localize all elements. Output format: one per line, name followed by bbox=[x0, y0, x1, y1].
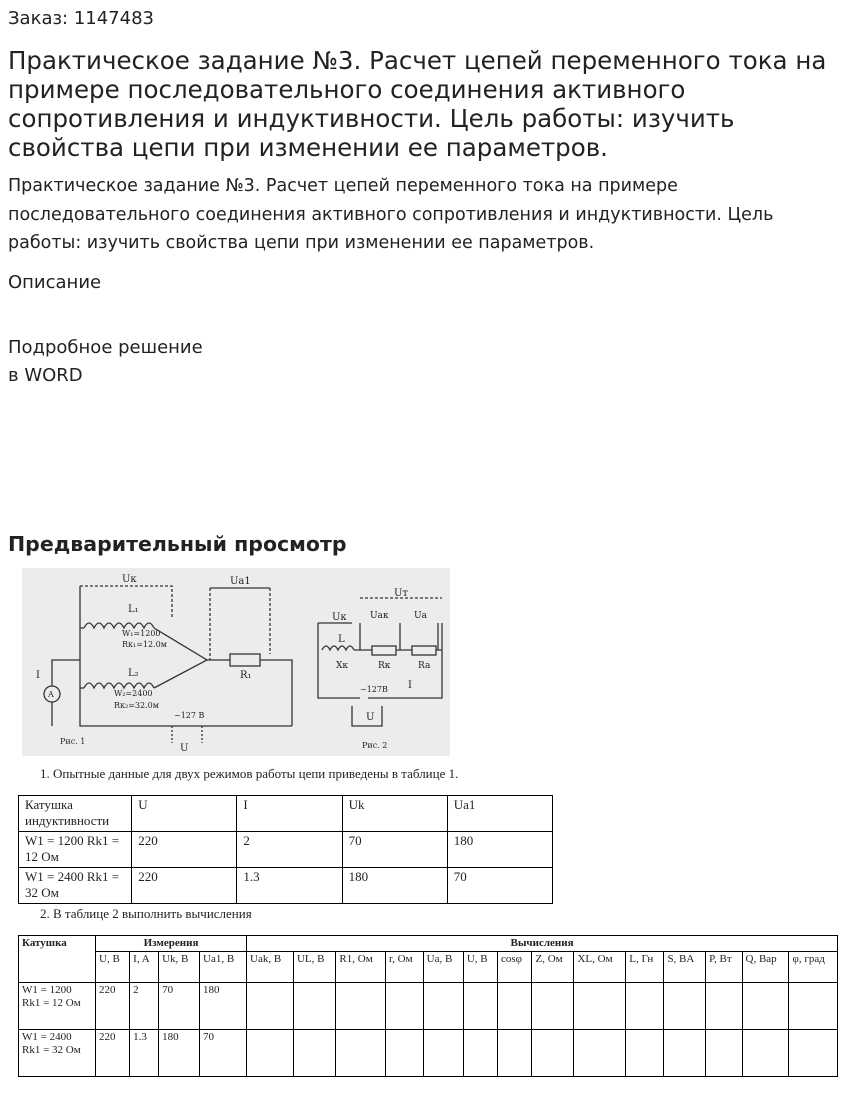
table-cell: 180 bbox=[159, 1030, 200, 1077]
preview-heading: Предварительный просмотр bbox=[8, 532, 347, 556]
table-2-subheader-cell: r, Ом bbox=[385, 952, 423, 983]
table-cell: W1 = 1200 Rk1 = 12 Ом bbox=[19, 832, 132, 868]
empty-cell bbox=[385, 983, 423, 1030]
empty-cell bbox=[247, 983, 294, 1030]
fig2-i-label: I bbox=[408, 680, 412, 691]
table-row bbox=[19, 832, 553, 868]
table-2-calc-header: Вычисления bbox=[247, 936, 838, 952]
table-2-subheader-cell: U, B bbox=[96, 952, 130, 983]
table-2-coil-cell: W1 = 2400 Rk1 = 32 Ом bbox=[19, 1030, 96, 1077]
fig1-r1-label: R₁ bbox=[240, 670, 252, 681]
table-cell: 70 bbox=[200, 1030, 247, 1077]
fig2-ua-label: Ua bbox=[414, 611, 427, 621]
empty-cell bbox=[423, 1030, 463, 1077]
empty-cell bbox=[706, 1030, 742, 1077]
empty-cell bbox=[385, 1030, 423, 1077]
circuit-diagram bbox=[22, 568, 450, 756]
empty-cell bbox=[706, 983, 742, 1030]
fig1-voltage-label: ~127 B bbox=[174, 711, 205, 720]
table-cell: 70 bbox=[159, 983, 200, 1030]
description-text: Практическое задание №3. Расчет цепей переменного тока на примере последовательного соединения активного сопротивления и индуктивности. Цель работы: изучить свойства цепи при изменении ее параметров. bbox=[8, 176, 774, 253]
fig1-l1-label: L₁ bbox=[128, 604, 139, 615]
fig2-xk-label: Xк bbox=[336, 661, 349, 671]
table-2-subheader-cell: XL, Ом bbox=[574, 952, 626, 983]
item-2-text: 2. В таблице 2 выполнить вычисления bbox=[40, 906, 252, 921]
table-2-group-header-row bbox=[19, 936, 838, 952]
table-2-subheader-cell: φ, град bbox=[789, 952, 838, 983]
table-1-header-row bbox=[19, 796, 553, 832]
table-2-subheader-cell: cosφ bbox=[498, 952, 532, 983]
fig1-rk1-label: Rк₁=12.0м bbox=[122, 640, 167, 649]
fig2-uk-label: Uк bbox=[332, 612, 347, 623]
table-2-measure-header: Измерения bbox=[96, 936, 247, 952]
table-1-header-cell: Uk bbox=[342, 796, 447, 832]
empty-cell bbox=[742, 1030, 789, 1077]
fig2-u-label: U bbox=[366, 712, 375, 723]
solution-note bbox=[8, 334, 203, 390]
empty-cell bbox=[626, 983, 664, 1030]
empty-cell bbox=[336, 1030, 386, 1077]
table-cell: 1.3 bbox=[130, 1030, 159, 1077]
table-2-subheader-cell: Uak, B bbox=[247, 952, 294, 983]
fig2-caption: Рис. 2 bbox=[362, 741, 388, 750]
fig2-uak-label: Uaк bbox=[370, 611, 389, 621]
table-1 bbox=[18, 795, 553, 904]
fig1-uk-label: Uк bbox=[122, 574, 137, 585]
empty-cell bbox=[574, 983, 626, 1030]
table-2-subheader-cell: L, Гн bbox=[626, 952, 664, 983]
table-2-coil-cell: W1 = 1200 Rk1 = 12 Ом bbox=[19, 983, 96, 1030]
table-2-subheader-cell: Q, Вар bbox=[742, 952, 789, 983]
table-2-subheader-cell: Uk, B bbox=[159, 952, 200, 983]
fig2-rk-label: Rк bbox=[378, 661, 391, 671]
empty-cell bbox=[293, 1030, 335, 1077]
table-cell: 180 bbox=[342, 868, 447, 904]
fig1-current-label: I bbox=[36, 670, 40, 681]
table-1-header-cell: U bbox=[132, 796, 237, 832]
table-row bbox=[19, 983, 838, 1030]
empty-cell bbox=[532, 1030, 574, 1077]
table-2-coil-header: Катушка bbox=[19, 936, 96, 983]
table-cell: W1 = 2400 Rk1 = 32 Ом bbox=[19, 868, 132, 904]
fig1-caption: Рис. 1 bbox=[60, 737, 86, 746]
table-cell: 180 bbox=[447, 832, 552, 868]
table-2-subheader-cell: I, A bbox=[130, 952, 159, 983]
empty-cell bbox=[463, 1030, 497, 1077]
empty-cell bbox=[423, 983, 463, 1030]
empty-cell bbox=[532, 983, 574, 1030]
table-2-subheader-cell: U, B bbox=[463, 952, 497, 983]
empty-cell bbox=[574, 1030, 626, 1077]
empty-cell bbox=[336, 983, 386, 1030]
table-1-header-cell: Катушка индуктивности bbox=[19, 796, 132, 832]
fig1-w2-label: W₂=2400 bbox=[114, 689, 153, 698]
empty-cell bbox=[247, 1030, 294, 1077]
table-cell: 220 bbox=[132, 832, 237, 868]
table-row bbox=[19, 1030, 838, 1077]
fig1-w1-label: W₁=1200 bbox=[122, 629, 161, 638]
table-1-header-cell: I bbox=[237, 796, 342, 832]
table-2-subheader-row bbox=[19, 952, 838, 983]
fig1-u-label: U bbox=[180, 743, 189, 754]
table-cell: 2 bbox=[130, 983, 159, 1030]
table-cell: 180 bbox=[200, 983, 247, 1030]
table-2-subheader-cell: S, BA bbox=[664, 952, 706, 983]
solution-line-2: в WORD bbox=[8, 365, 83, 386]
empty-cell bbox=[463, 983, 497, 1030]
empty-cell bbox=[293, 983, 335, 1030]
table-2 bbox=[18, 935, 838, 1077]
circuit-figure bbox=[22, 568, 450, 756]
table-cell: 70 bbox=[342, 832, 447, 868]
empty-cell bbox=[626, 1030, 664, 1077]
table-cell: 220 bbox=[132, 868, 237, 904]
table-2-subheader-cell: UL, B bbox=[293, 952, 335, 983]
table-1-header-cell: Ua1 bbox=[447, 796, 552, 832]
table-cell: 220 bbox=[96, 1030, 130, 1077]
solution-line-1: Подробное решение bbox=[8, 337, 203, 358]
table-2-subheader-cell: Ua1, B bbox=[200, 952, 247, 983]
table-cell: 1.3 bbox=[237, 868, 342, 904]
fig1-rk2-label: Rк₂=32.0м bbox=[114, 701, 159, 710]
table-2-subheader-cell: R1, Ом bbox=[336, 952, 386, 983]
fig2-voltage-label: ~127В bbox=[360, 685, 388, 694]
item-1-text: 1. Опытные данные для двух режимов работы цепи приведены в таблице 1. bbox=[40, 766, 459, 781]
table-2-subheader-cell: P, Вт bbox=[706, 952, 742, 983]
description-section-label: Описание bbox=[8, 272, 102, 293]
table-cell: 2 bbox=[237, 832, 342, 868]
table-2-subheader-cell: Z, Ом bbox=[532, 952, 574, 983]
page-title: Практическое задание №3. Расчет цепей переменного тока на примере последовательного соединения активного сопротивления и индуктивности. Цель работы: изучить свойства цепи при изменении ее параметров. bbox=[8, 46, 827, 162]
table-row bbox=[19, 868, 553, 904]
table-cell: 220 bbox=[96, 983, 130, 1030]
fig1-l2-label: L₂ bbox=[128, 668, 139, 679]
fig1-ammeter-label: A bbox=[48, 690, 54, 699]
empty-cell bbox=[498, 1030, 532, 1077]
empty-cell bbox=[742, 983, 789, 1030]
table-2-subheader-cell: Ua, B bbox=[423, 952, 463, 983]
empty-cell bbox=[664, 1030, 706, 1077]
fig2-ra-label: Ra bbox=[418, 661, 431, 671]
table-cell: 70 bbox=[447, 868, 552, 904]
fig1-ua1-label: Ua1 bbox=[230, 576, 251, 587]
order-number: Заказ: 1147483 bbox=[8, 8, 154, 29]
empty-cell bbox=[664, 983, 706, 1030]
fig2-l-label: L bbox=[338, 634, 345, 645]
fig2-um-label: Uт bbox=[394, 588, 408, 599]
empty-cell bbox=[789, 1030, 838, 1077]
empty-cell bbox=[789, 983, 838, 1030]
empty-cell bbox=[498, 983, 532, 1030]
